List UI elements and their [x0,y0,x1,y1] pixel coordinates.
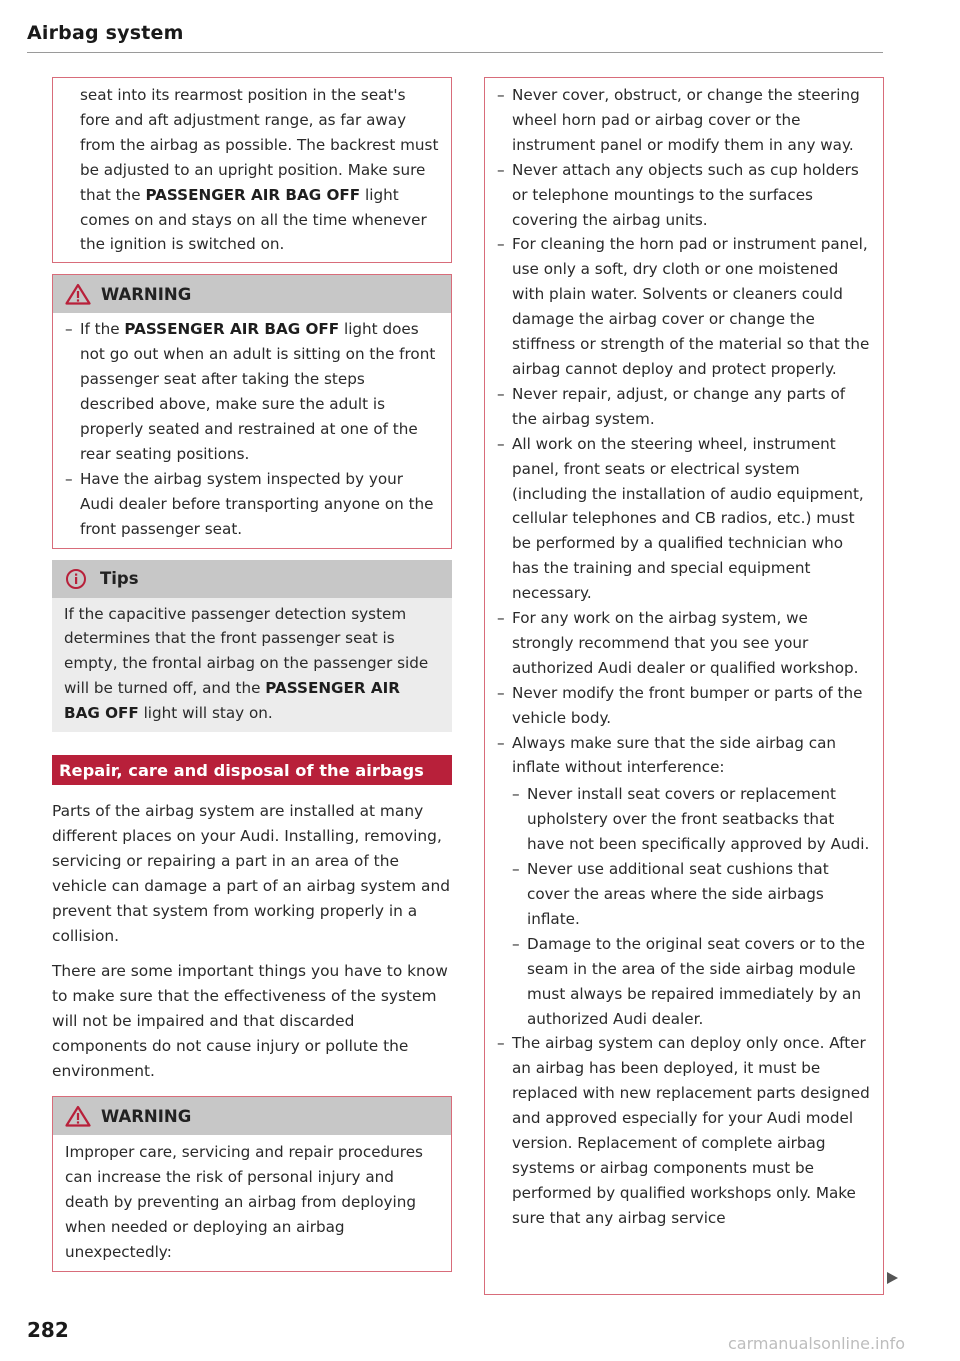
list-item: – Never modify the front bumper or parts of the vehicle body. [497,681,871,731]
sub-list-item: – Never use additional seat cushions that cover the areas where the side airbags inflate. [512,857,871,932]
continue-arrow-icon [885,1271,899,1285]
tips-title: Tips [100,569,139,588]
warning-list-1 [65,317,439,541]
warning-box-1 [52,274,452,548]
warning-body-1 [53,313,451,547]
warning-triangle-icon [65,283,91,305]
header-rule [27,52,883,53]
warning-box-2 [52,1096,452,1272]
sub-list-item: – Never install seat covers or replacement upholstery over the front seatbacks that have not been specifically approved by Audi. [512,782,871,857]
tips-header [52,560,452,598]
watermark: carmanualsonline.info [728,1334,906,1353]
warning-body-2 [53,1135,451,1271]
list-item: – Always make sure that the side airbag can inflate without interference: – Never install seat covers or replacement upholstery over the front seatbacks that have not been specifically approved by Audi. – Never use additional seat cushions that cover the areas where the side airbags inflate. – Damage to the original seat covers or to the seam in the area of the side airbag module must always be repaired immediately by an authorized Audi dealer. [497,731,871,1032]
list-item: – The airbag system can deploy only once. After an airbag has been deployed, it must be replaced with new replacement parts designed and approved especially for your Audi model version. Replacement of complete airbag systems or airbag components must be performed by qualified workshops only. Make sure that any airbag service [497,1031,871,1230]
body-paragraph-1: Parts of the airbag system are installed at many different places on your Audi. Installing, removing, servicing or repairing a part in an area of the vehicle can damage a part of an airbag system and prevent that system from working properly in a collision. [52,802,450,945]
list-item: – Have the airbag system inspected by your Audi dealer before transporting anyone on the front passenger seat. [65,467,439,542]
section-heading: Repair, care and disposal of the airbags [52,755,452,785]
tips-paragraph: If the capacitive passenger detection system determines that the front passenger seat is empty, the frontal airbag on the passenger side will be turned off, and the PASSENGER AIR BAG OFF light will stay on. [64,604,429,723]
list-item: – Never attach any objects such as cup holders or telephone mountings to the surfaces covering the airbag units. [497,158,871,233]
tips-body [52,598,452,733]
list-item: – Never cover, obstruct, or change the steering wheel horn pad or airbag cover or the instrument panel or modify them in any way. [497,83,871,158]
list-item: – Never repair, adjust, or change any parts of the airbag system. [497,382,871,432]
body-paragraph-2: There are some important things you have to know to make sure that the effectiveness of the system will not be impaired and that discarded components do not cause injury or pollute the environment. [52,962,448,1081]
warning-triangle-icon [65,1105,91,1127]
running-head-title: Airbag system [27,22,184,44]
list-item: – All work on the steering wheel, instrument panel, front seats or electrical system (including the installation of audio equipment, cellular telephones and CB radios, etc.) must be performed by a qualified technician who has the training and special equipment necessary. [497,432,871,606]
left-column [52,77,452,1272]
intro-continuation-box [52,77,452,263]
warning-header-2 [53,1097,451,1135]
warning-header-1 [53,275,451,313]
care-instructions-list [497,83,871,1231]
list-item: – For any work on the airbag system, we strongly recommend that you see your authorized Audi dealer or qualified workshop. [497,606,871,681]
warning-continuation-box [484,77,884,1295]
right-column [484,77,884,1295]
list-item: – For cleaning the horn pad or instrument panel, use only a soft, dry cloth or one moistened with plain water. Solvents or cleaners could damage the airbag cover or change the stiffness or strength of the material so that the airbag cannot deploy and protect properly. [497,232,871,381]
sub-list-item: – Damage to the original seat covers or to the seam in the area of the side airbag module must always be repaired immediately by an authorized Audi dealer. [512,932,871,1032]
passenger-airbag-off-label: PASSENGER AIR BAG OFF [145,185,361,204]
warning-text-2: Improper care, servicing and repair procedures can increase the risk of personal injury and death by preventing an airbag from deploying when needed or deploying an airbag unexpectedly: [65,1143,423,1261]
info-icon [64,568,90,590]
page-number: 282 [27,1318,69,1342]
warning-title-1: WARNING [101,284,192,304]
list-item: – If the PASSENGER AIR BAG OFF light does not go out when an adult is sitting on the front passenger seat after taking the steps described above, make sure the adult is properly seated and restrained at one of the rear seating positions. [65,317,439,466]
tips-box [52,560,452,733]
intro-paragraph: seat into its rearmost position in the seat's fore and aft adjustment range, as far away from the airbag as possible. The backrest must be adjusted to an upright position. Make sure that the PASSENGER AIR BAG OFF light comes on and stays on all the time whenever the ignition is switched on. [80,86,439,254]
side-airbag-sublist [512,782,871,1031]
warning-title-2: WARNING [101,1106,192,1126]
